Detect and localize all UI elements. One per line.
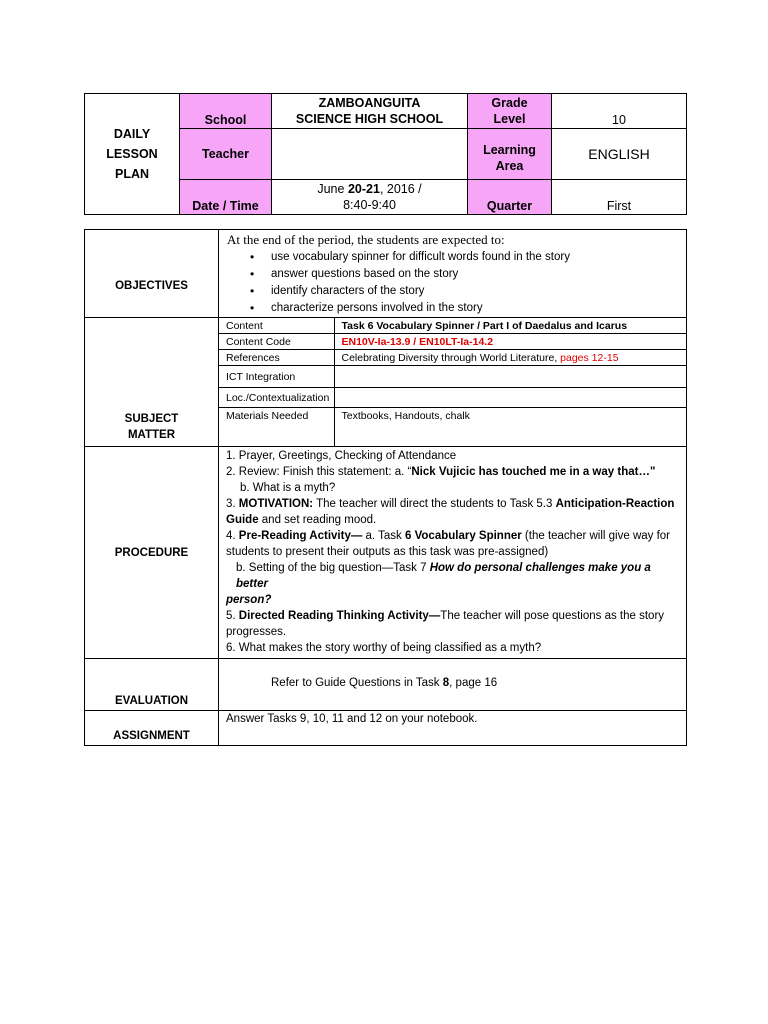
evaluation-label: EVALUATION [85,659,219,711]
procedure-text: The teacher will pose questions as the story [440,610,665,622]
procedure-text-bold: Directed Reading Thinking Activity— [238,610,441,622]
assignment-content: Answer Tasks 9, 10, 11 and 12 on your notebook. [219,711,687,746]
school-label: School [180,94,272,129]
procedure-line: 1. Prayer, Greetings, Checking of Attendance [226,450,457,462]
objective-item: • answer questions based on the story [271,266,682,283]
teacher-value [272,129,468,180]
sm-row-key: Materials Needed [219,408,334,447]
subject-matter-table [219,318,686,446]
subject-matter-label [85,318,219,447]
learning-area-label-line-1: Learning [483,143,536,157]
procedure-line: 6. What makes the story worthy of being classified as a myth? [226,642,542,654]
procedure-text: a. Task [362,530,405,542]
objectives-content [219,230,687,318]
sm-reference-pages: pages 12-15 [560,351,619,364]
subject-matter-label-line-1: SUBJECT [124,413,179,425]
procedure-text: b. Setting of the big question—Task 7 [236,562,430,574]
sm-row-value [334,350,686,366]
procedure-text-bold: Vocabulary Spinner [414,530,522,542]
evaluation-content [219,659,687,711]
time-line: 8:40-9:40 [343,198,396,212]
procedure-text: and set reading mood. [258,514,377,526]
procedure-label: PROCEDURE [85,447,219,659]
school-value [272,94,468,129]
learning-area-value: ENGLISH [552,129,687,180]
procedure-text: 2. Review: Finish this statement: a. “ [226,466,412,478]
quarter-label: Quarter [468,180,552,215]
procedure-line [226,496,682,512]
procedure-line [226,528,682,544]
sm-row-key: Loc./Contextualization [219,388,334,408]
lesson-plan-table [84,229,687,746]
date-time-value [272,180,468,215]
sm-row-key: Content Code [219,334,334,350]
objective-item: • identify characters of the story [271,283,682,300]
sm-reference-text: Celebrating Diversity through World Literature, [341,351,561,364]
sm-row-value [334,366,686,388]
quarter-value: First [552,180,687,215]
procedure-text: 5. [226,610,239,622]
procedure-text-bold: 6 [404,530,412,542]
procedure-content [219,447,687,659]
date-text-bold: 20-21 [347,182,380,196]
sm-row-value [334,388,686,408]
date-time-label: Date / Time [180,180,272,215]
school-value-line-2: SCIENCE HIGH SCHOOL [295,112,444,126]
evaluation-text: , page 16 [449,677,498,689]
learning-area-label [468,129,552,180]
procedure-line: progresses. [226,626,287,638]
procedure-line: students to present their outputs as this task was pre-assigned) [226,546,549,558]
procedure-text-bold: Pre-Reading Activity— [238,530,363,542]
procedure-line [226,560,682,592]
learning-area-label-line-2: Area [495,159,524,173]
procedure-text: 4. [226,530,239,542]
subject-matter-label-line-2: MATTER [127,429,176,441]
sm-row-key: ICT Integration [219,366,334,388]
procedure-line [226,512,682,528]
sm-row-value: Textbooks, Handouts, chalk [334,408,686,447]
sm-row-key: Content [219,318,334,334]
procedure-text: The teacher will direct the students to Task 5.3 [313,498,556,510]
procedure-text-bold: Nick Vujicic has touched me in a way that…" [411,466,656,478]
procedure-text-bold: Guide [226,514,259,526]
grade-label-line-1: Grade [491,96,528,110]
evaluation-text-bold: 8 [442,677,450,689]
procedure-line: b. What is a myth? [240,482,336,494]
subject-matter-content [219,318,687,447]
title-line-1: DAILY [113,127,151,141]
sm-row-value: Task 6 Vocabulary Spinner / Part I of Daedalus and Icarus [334,318,686,334]
procedure-line [226,464,682,480]
date-text-post: , 2016 / [379,182,422,196]
title-line-3: PLAN [114,167,150,181]
sm-row-key: References [219,350,334,366]
procedure-line [226,608,682,624]
procedure-text-bold: Anticipation-Reaction [555,498,675,510]
sm-row-value: EN10V-Ia-13.9 / EN10LT-Ia-14.2 [334,334,686,350]
objectives-list [227,249,682,317]
objectives-intro: At the end of the period, the students are expected to: [227,232,505,247]
procedure-line: person? [226,594,272,606]
objective-item: • use vocabulary spinner for difficult words found in the story [271,249,682,266]
assignment-label: ASSIGNMENT [85,711,219,746]
evaluation-text: Refer to Guide Questions in Task [271,677,443,689]
document-title [85,94,180,215]
title-line-2: LESSON [106,147,158,161]
objectives-label: OBJECTIVES [85,230,219,318]
procedure-text: (the teacher will give way for [521,530,671,542]
grade-label [468,94,552,129]
procedure-text: 3. [226,498,239,510]
school-value-line-1: ZAMBOANGUITA [318,96,421,110]
procedure-text-bold-italic: How do personal challenges make you a better [236,562,651,590]
teacher-label: Teacher [180,129,272,180]
header-table [84,93,687,215]
grade-label-line-2: Level [493,112,526,126]
procedure-text-bold: MOTIVATION: [238,498,314,510]
date-text-pre: June [317,182,348,196]
objective-item: • characterize persons involved in the story [271,300,682,317]
date-line [272,181,467,197]
grade-value: 10 [552,94,687,129]
